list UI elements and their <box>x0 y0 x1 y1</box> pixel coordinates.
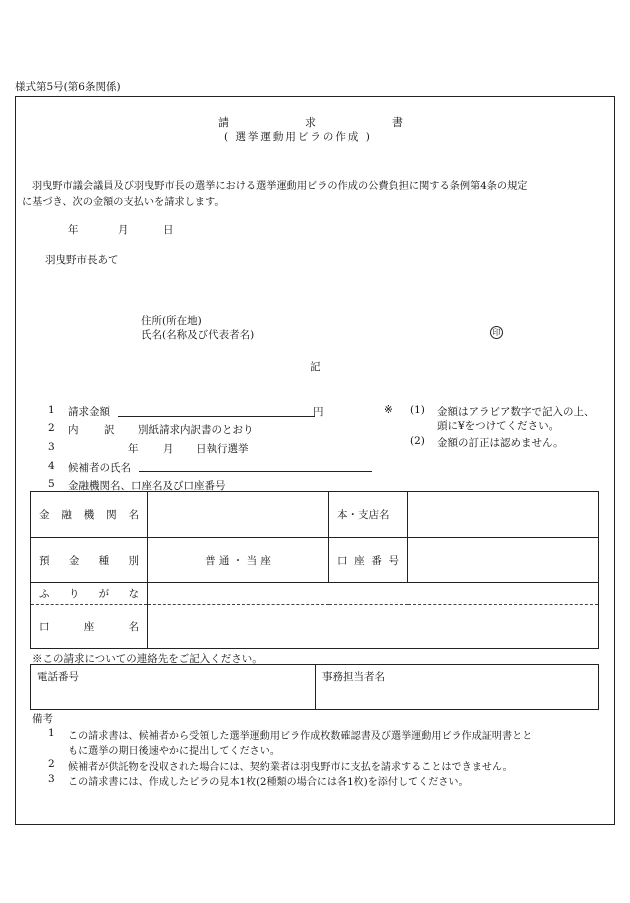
phone-label: 電話番号 <box>37 671 79 683</box>
contact-table <box>30 664 599 710</box>
bank-row-furigana <box>31 583 599 605</box>
item-2-label-a: 内 <box>68 424 79 436</box>
address-label: 住所(所在地) <box>141 315 202 327</box>
item-5-label: 金融機関名、口座名及び口座番号 <box>68 480 226 492</box>
note-2-text: 金額の訂正は認めません。 <box>437 437 564 449</box>
bank-row-account-name <box>31 605 599 649</box>
bank-row-deposit <box>31 538 599 583</box>
note-1-line-1: 金額はアラビア数字で記入の上、 <box>437 406 595 418</box>
furigana-field[interactable] <box>148 583 599 605</box>
bank-name-field[interactable] <box>148 492 329 538</box>
bank-row-name <box>31 492 599 538</box>
intro-line-2: に基づき、次の金額の支払いを請求します。 <box>22 197 225 208</box>
branch-field[interactable] <box>408 492 599 538</box>
date-month: 月 <box>118 224 129 236</box>
item-3-suffix: 日執行選挙 <box>196 443 249 455</box>
deposit-type-value[interactable]: 普 通 ・ 当 座 <box>148 538 329 583</box>
name-label: 氏名(名称及び代表者名) <box>141 329 255 341</box>
deposit-type-label: 預 金 種 別 <box>31 538 148 583</box>
ki-heading: 記 <box>310 361 321 373</box>
staff-field[interactable] <box>316 665 599 710</box>
item-3-number: 3 <box>48 441 55 453</box>
amount-unit: 円 <box>313 406 324 418</box>
form-title: 請 求 書 <box>218 116 403 129</box>
remark-1-number: 1 <box>48 727 55 739</box>
date-day: 日 <box>163 224 174 236</box>
branch-label: 本・支店名 <box>329 492 408 538</box>
note-1-number: (1) <box>410 404 425 416</box>
account-number-field[interactable] <box>408 538 599 583</box>
account-name-label: 口 座 名 <box>31 605 148 649</box>
form-subtitle: ( 選挙運動用ビラの作成 ) <box>224 131 372 143</box>
amount-underline <box>118 416 315 417</box>
note-1-line-2: 頭に¥をつけてください。 <box>437 420 560 432</box>
item-3-year: 年 <box>128 443 139 455</box>
contact-notice: ※この請求についての連絡先をご記入ください。 <box>32 653 263 665</box>
account-name-field[interactable] <box>148 605 599 649</box>
item-4-number: 4 <box>48 460 55 472</box>
note-2-number: (2) <box>410 435 425 447</box>
account-number-label: 口 座 番 号 <box>329 538 408 583</box>
item-5-number: 5 <box>48 478 55 490</box>
item-1-label: 請求金額 <box>68 406 110 418</box>
remark-3-text: この請求書には、作成したビラの見本1枚(2種類の場合には各1枚)を添付してください。 <box>68 777 469 788</box>
bank-table <box>30 491 599 649</box>
remark-2-text: 候補者が供託物を没収された場合には、契約業者は羽曳野市に支払を請求することはできません。 <box>68 762 513 773</box>
remark-1-line-1: この請求書は、候補者から受領した選挙運動用ビラ作成枚数確認書及び選挙運動用ビラ作成証明書とと <box>68 731 533 742</box>
date-year: 年 <box>68 224 79 236</box>
candidate-underline <box>139 471 372 472</box>
remark-3-number: 3 <box>48 773 55 785</box>
furigana-label: ふ り が な <box>31 583 148 605</box>
addressee: 羽曳野市長あて <box>45 254 119 266</box>
note-mark: ※ <box>384 404 393 416</box>
item-2-label-b: 訳 <box>104 424 115 436</box>
item-4-label: 候補者の氏名 <box>68 462 131 474</box>
item-2-value: 別紙請求内訳書のとおり <box>138 424 254 436</box>
item-1-number: 1 <box>48 404 55 416</box>
bank-name-label: 金 融 機 関 名 <box>31 492 148 538</box>
seal-mark: 印 <box>490 326 503 339</box>
intro-line-1: 羽曳野市議会議員及び羽曳野市長の選挙における選挙運動用ビラの作成の公費負担に関する条例第4条の規定 <box>32 181 528 192</box>
phone-field[interactable] <box>31 665 316 710</box>
item-2-number: 2 <box>48 422 55 434</box>
remarks-title: 備考 <box>32 713 53 725</box>
remark-2-number: 2 <box>48 758 55 770</box>
form-number-label: 様式第5号(第6条関係) <box>15 81 121 93</box>
remark-1-line-2: もに選挙の期日後速やかに提出してください。 <box>68 746 280 757</box>
staff-label: 事務担当者名 <box>322 671 385 683</box>
item-3-month: 月 <box>163 443 174 455</box>
